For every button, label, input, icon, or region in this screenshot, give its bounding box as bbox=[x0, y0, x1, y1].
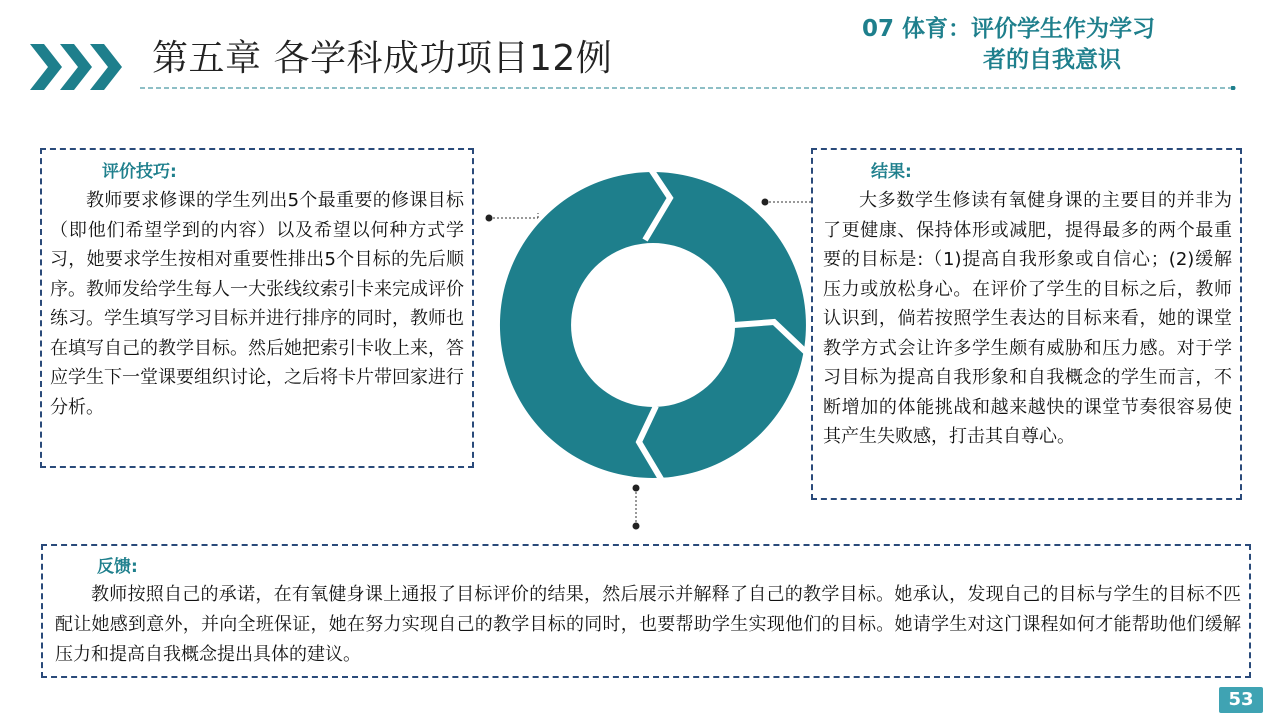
chapter-title: 第五章 各学科成功项目12例 bbox=[152, 38, 613, 79]
page-number-badge: 53 bbox=[1219, 687, 1263, 713]
technique-heading: 评价技巧: bbox=[102, 162, 177, 182]
section-title bbox=[862, 14, 1262, 76]
result-body: 大多数学生修读有氧健身课的主要目的并非为了更健康、保持体形或减肥，提得最多的两个最重要的目标是:（1)提高自我形象或自信心；(2)缓解压力或放松身心。在评价了学生的目标之后，教师认识到，倘若按照学生表达的目标来看，她的课堂教学方式会让许多学生颇有威胁和压力感。对于学习目标为提高自我形象和自我概念的学生而言，不断增加的体能挑战和越来越快的课堂节奏很容易使其产生失败感，打击其自尊心。 bbox=[823, 190, 1232, 447]
header-divider bbox=[140, 86, 1236, 90]
feedback-heading: 反馈: bbox=[97, 557, 138, 577]
technique-body: 教师要求修课的学生列出5个最重要的修课目标（即他们希望学到的内容）以及希望以何种方式学习，她要求学生按相对重要性排出5个目标的先后顺序。教师发给学生每人一大张线纹索引卡来完成评价练习。学生填写学习目标并进行排序的同时，教师也在填写自己的教学目标。然后她把索引卡收上来，答应学生下一堂课要组织讨论，之后将卡片带回家进行分析。 bbox=[50, 190, 464, 418]
result-box bbox=[811, 148, 1242, 500]
feedback-body: 教师按照自己的承诺，在有氧健身课上通报了目标评价的结果，然后展示并解释了自己的教学目标。她承认，发现自己的目标与学生的目标不匹配让她感到意外，并向全班保证，她在努力实现自己的教学目标的同时，也要帮助学生实现他们的目标。她请学生对这门课程如何才能帮助他们缓解压力和提高自我概念提出具体的建议。 bbox=[55, 584, 1241, 665]
technique-box bbox=[40, 148, 474, 468]
cycle-ring-graphic bbox=[488, 160, 818, 490]
result-heading: 结果: bbox=[871, 162, 912, 182]
feedback-box bbox=[41, 544, 1251, 678]
section-title-line1: 07 体育：评价学生作为学习 bbox=[862, 16, 1156, 42]
chevron-logo-icon bbox=[30, 42, 130, 92]
connector-dot bbox=[633, 523, 640, 530]
section-title-line2: 者的自我意识 bbox=[983, 47, 1121, 73]
